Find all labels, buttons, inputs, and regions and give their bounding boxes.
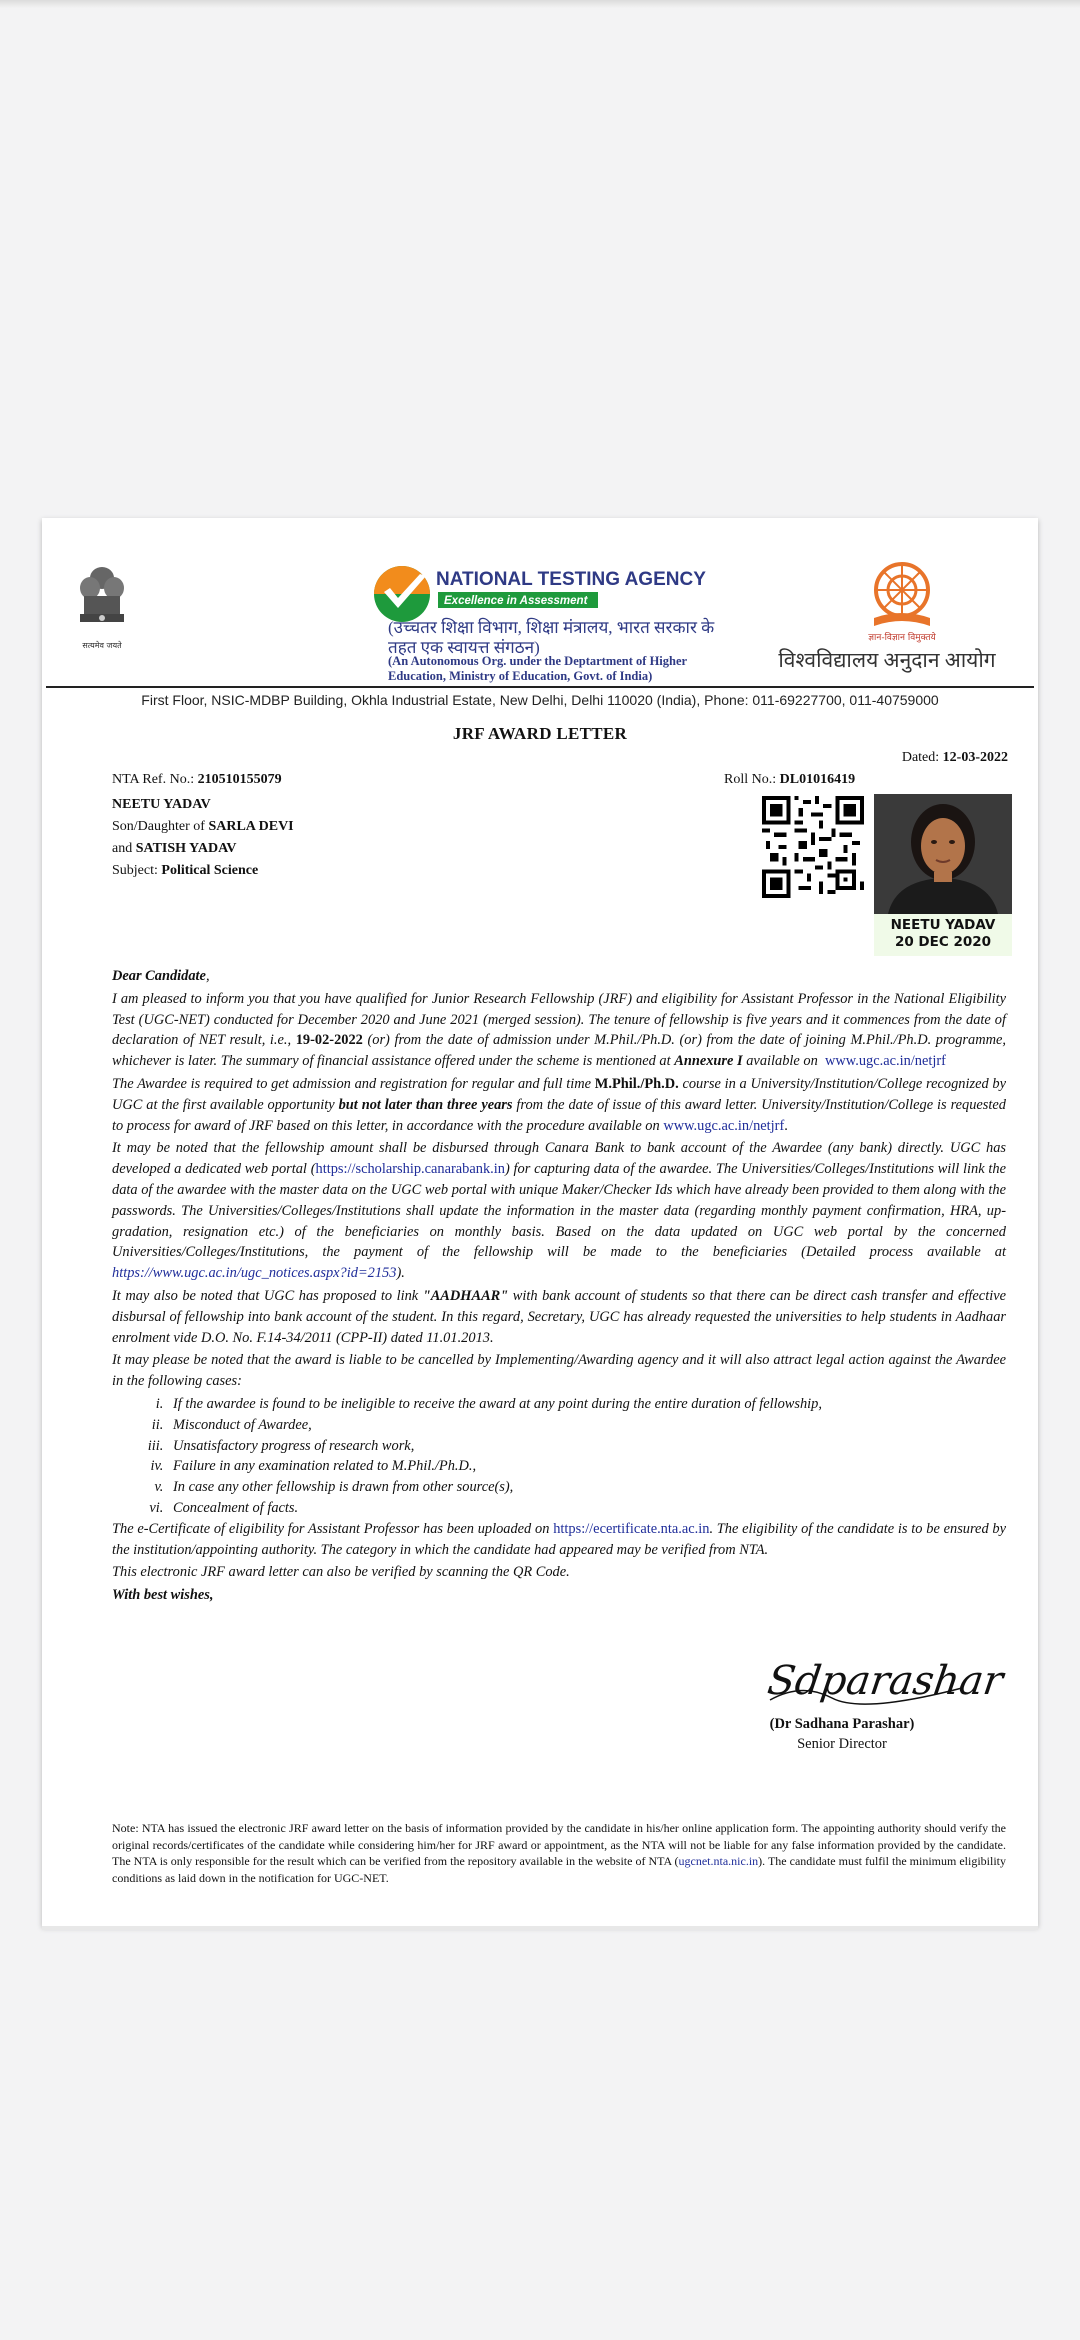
paragraph-4: It may also be noted that UGC has proposed to link "AADHAAR" with bank account of students so that there can be direct cash transfer and effective disbursal of fellowship into bank account of the student. In this regard, Secretary, UGC has already requested the universities to help students in Aadhaar enrolment vide D.O. No. F.14-34/2011 (CPP-II) dated 11.01.2013.: [112, 1287, 1006, 1346]
signatory: [692, 1714, 992, 1754]
netjrf-link[interactable]: www.ugc.ac.in/netjrf: [824, 1053, 946, 1070]
header-divider: [46, 686, 1034, 688]
emblem-caption: सत्यमेव जयते: [82, 641, 122, 650]
parent-label: Son/Daughter of: [112, 819, 205, 834]
cancellation-cases-list: [112, 1394, 1006, 1519]
list-item: iii. Unsatisfactory progress of research work,: [167, 1436, 1006, 1457]
ugcnet-link[interactable]: ugcnet.nta.nic.in: [678, 1854, 759, 1868]
nta-logo: [372, 558, 706, 624]
deadline-emphasis: but not later than three years: [338, 1096, 513, 1113]
father-name: SATISH YADAV: [135, 841, 237, 856]
aadhaar-emphasis: "AADHAAR": [422, 1287, 509, 1304]
candidate-photo: [874, 794, 1012, 914]
nta-english-subtitle: (An Autonomous Org. under the Deptartment of Higher Education, Ministry of Education, Govt. of India): [388, 654, 687, 683]
mother-name: SARLA DEVI: [208, 819, 294, 834]
subject-value: Political Science: [161, 863, 259, 878]
photo-caption: [874, 914, 1012, 956]
ref-value: 210510155079: [197, 772, 282, 787]
paragraph-1: I am pleased to inform you that you have qualified for Junior Research Fellowship (JRF) and eligibility for Assistant Professor in the National Eligibility Test (UGC-NET) conducted for December 2020 and June 2021 (merged session). The tenure of fellowship is five years and it commences from the date of declaration of NET result, i.e., 19-02-2022 (or) from the date of admission under M.Phil./Ph.D. (or) from the date of joining M.Phil./Ph.D. programme, whichever is later. The summary of financial assistance offered under the scheme is mentioned at Annexure I available on www.ugc.ac.in/netjrf: [112, 990, 1006, 1070]
list-item: v. In case any other fellowship is drawn from other source(s),: [167, 1477, 1006, 1498]
roll-value: DL01016419: [779, 772, 856, 787]
nta-hindi-subtitle: (उच्चतर शिक्षा विभाग, शिक्षा मंत्रालय, भारत सरकार के तहत एक स्वायत्त संगठन): [388, 618, 715, 657]
photo-date: 20 DEC 2020: [894, 934, 992, 950]
photo-name: NEETU YADAV: [890, 917, 996, 933]
paragraph-3: It may be noted that the fellowship amount shall be disbursed through Canara Bank to bank account of the Awardee (any bank) directly. UGC has developed a dedicated web portal (https://scholarship.canarabank.in) for capturing data of the awardee. The Universities/Colleges/Institutions will link the data of the awardee with the master data on the UGC web portal with unique Maker/Checker Ids which have already been provided to them along with the passwords. The Universities/Colleges/Institutions shall update the information in the master data (regarding monthly payment confirmation, HRA, up-gradation, resignation etc.) of the beneficiaries on monthly basis. Based on the data updated on UGC web portal by the concerned Universities/Colleges/Institutions, the payment of the fellowship will be made to the beneficiaries (Detailed process available at https://www.ugc.ac.in/ugc_notices.aspx?id=2153).: [112, 1140, 1006, 1282]
nta-name: NATIONAL TESTING AGENCY: [436, 569, 706, 590]
subject-label: Subject:: [112, 863, 158, 878]
ugc-notice-link[interactable]: https://www.ugc.ac.in/ugc_notices.aspx?id=2153: [112, 1265, 397, 1282]
ecertificate-link[interactable]: https://ecertificate.nta.ac.in: [553, 1520, 710, 1537]
signature-image: [762, 1652, 1006, 1712]
dated-label: Dated:: [901, 750, 940, 765]
list-item: iv. Failure in any examination related to M.Phil./Ph.D.,: [167, 1456, 1006, 1477]
page-bottom-shadow: [42, 1926, 1038, 1930]
paragraph-6: The e-Certificate of eligibility for Assistant Professor has been uploaded on https://ecertificate.nta.ac.in. The eligibility of the candidate is to be ensured by the institution/appointing authority. The category in which the candidate had appeared may be verified from NTA.: [112, 1520, 1006, 1558]
roll-number: [724, 772, 855, 788]
national-emblem-logo: [72, 558, 132, 658]
award-letter-page: [42, 518, 1038, 1926]
reference-number: [112, 772, 282, 788]
ugc-hindi-name: विश्वविद्यालय अनुदान आयोग: [778, 648, 996, 672]
footnote: Note: NTA has issued the electronic JRF award letter on the basis of information provided by the candidate in his/her online application form. The appointing authority should verify the original records/certificates of the candidate while considering him/her for JRF award or appointment, as the NTA will not be liable for any false information provided by the candidate. The NTA is only responsible for the result which can be verified from the repository available in the website of NTA (ugcnet.nta.nic.in). The candidate must fulfil the minimum eligibility conditions as laid down in the notification for UGC-NET.: [112, 1821, 1007, 1885]
list-item: vi. Concealment of facts.: [167, 1498, 1006, 1519]
nta-address: First Floor, NSIC-MDBP Building, Okhla Industrial Estate, New Delhi, Delhi 110020 (India), Phone: 011-69227700, 011-40759000: [141, 692, 939, 708]
dated-value: 12-03-2022: [942, 750, 1008, 765]
salutation: Dear Candidate,: [112, 968, 210, 984]
paragraph-2: The Awardee is required to get admission and registration for regular and full time M.Phil./Ph.D. course in a University/Institution/College recognized by UGC at the first available opportunity but not later than three years from the date of issue of this award letter. University/Institution/College is requested to process for award of JRF based on this letter, in accordance with the procedure available on www.ugc.ac.in/netjrf.: [112, 1075, 1006, 1134]
top-shade: [0, 0, 1080, 8]
roll-label: Roll No.:: [724, 772, 777, 787]
ugc-logo: [852, 556, 952, 656]
netjrf-link-2[interactable]: www.ugc.ac.in/netjrf: [663, 1117, 785, 1134]
nta-tagline: Excellence in Assessment: [444, 595, 588, 607]
closing-wishes: With best wishes,: [112, 1587, 214, 1604]
canara-portal-link[interactable]: https://scholarship.canarabank.in: [315, 1161, 505, 1178]
signatory-name: (Dr Sadhana Parashar): [769, 1716, 915, 1732]
qr-code[interactable]: [762, 796, 864, 898]
dated-line: [902, 750, 1008, 766]
letter-body: [112, 960, 1006, 1608]
candidate-name: NEETU YADAV: [112, 797, 211, 812]
ref-label: NTA Ref. No.:: [112, 772, 195, 787]
signatory-designation: Senior Director: [797, 1736, 887, 1752]
course-name: M.Phil./Ph.D.: [594, 1075, 679, 1092]
annexure-ref: Annexure I: [674, 1053, 743, 1070]
signature-text: Sdparashar: [764, 1658, 1006, 1704]
list-item: ii. Misconduct of Awardee,: [167, 1415, 1006, 1436]
paragraph-5: It may please be noted that the award is liable to be cancelled by Implementing/Awarding agency and it will also attract legal action against the Awardee in the following cases:: [112, 1352, 1006, 1390]
paragraph-7: This electronic JRF award letter can also be verified by scanning the QR Code.: [112, 1564, 570, 1581]
and-label: and: [112, 841, 133, 856]
ugc-tagline: ज्ञान-विज्ञान विमुक्तये: [868, 633, 936, 643]
result-date: 19-02-2022: [295, 1032, 363, 1049]
list-item: i. If the awardee is found to be ineligible to receive the award at any point during the entire duration of fellowship,: [167, 1394, 1006, 1415]
candidate-details: [112, 794, 294, 882]
letter-title: JRF AWARD LETTER: [452, 724, 628, 743]
